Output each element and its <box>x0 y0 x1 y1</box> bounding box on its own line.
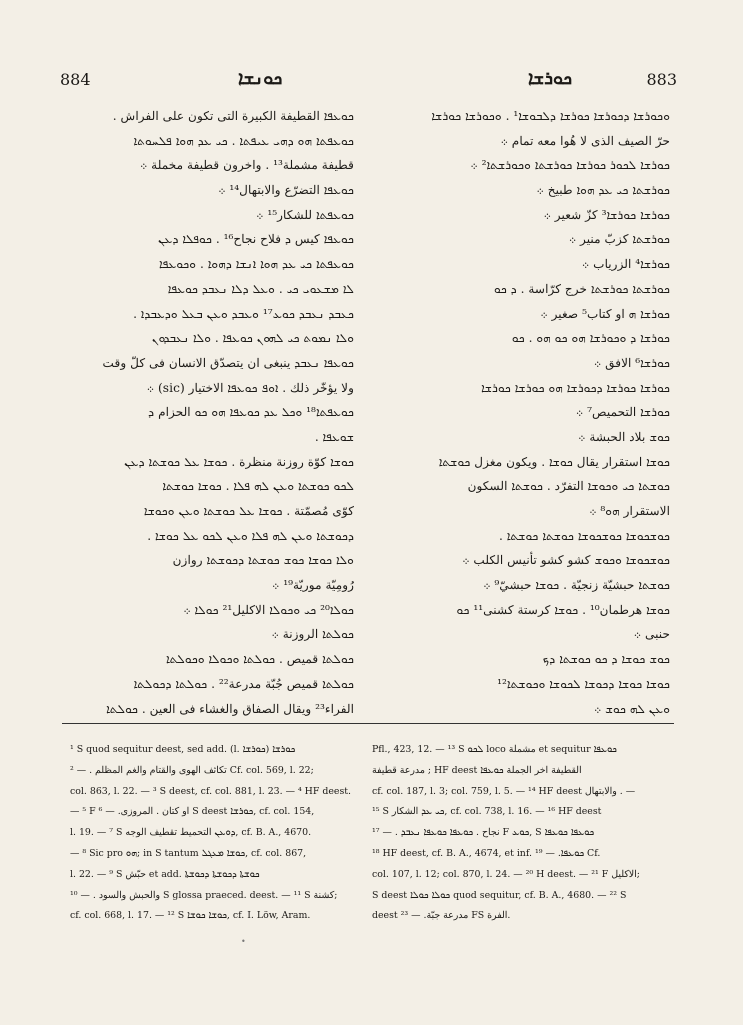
text-line: ܟܘܫܐ كوّة روزنة منظرة . ܟܘܫܐ ܥܠ ܟܘܫܬܐ ܕܥܢ <box>124 454 354 469</box>
footnote-line: cf. col. 187, l. 3; col. 759, l. 5. — ¹⁴ HF deest والابتهال . — <box>372 785 636 797</box>
text-line: ܟܘܫܬܐ حبشيّة زنجيّة . ܟܘܫܐ حبشيّ⁹ ܀ <box>483 578 670 593</box>
text-line: ܟܘܪܫܐ⁴ الزرياب ܀ <box>581 257 670 272</box>
text-line: ܟܘܫܟܘܫܐ ܘܟܘܫ كشو كشو تأنيس الكلب ܀ <box>462 553 670 568</box>
text-line: ܟܘܪܫܐ التحميص⁷ ܀ <box>575 405 670 420</box>
text-line: ܟܘܠܬܐ قميص جُبّة مدرعة²² . ܟܘܠܬܐ ܕܟܘܠܬܐ <box>133 676 354 691</box>
footnote-line: نجاح . ܟܘܥܦܐ ܟܘܥܦܐ ܢܥܒܕ . — ¹⁷ F ܟܘܥ, S ܟܘܥܦܐ ܟܘܥܦܐ <box>372 827 595 839</box>
text-line: ولا يؤخّر ذلك . ܐܘܦ ܟܘܥܦܐ الاختيار (sic) ܀ <box>146 380 354 395</box>
text-line: ܟܘܥܦܐ كيس ܕ فلاح نجاح¹⁶ . ܟܘܦܠܐ ܕܥܢ <box>158 232 354 247</box>
right-text-column <box>370 104 670 716</box>
text-line: ܘܟܘܪܫܐ ܕܟܘܪܫܐ ܟܘܪܫܐ ܕܠܒܘܫܐ¹ . ܘܟܘܪܫܐ ܟܘܪܫܐ <box>431 109 670 123</box>
right-footnotes <box>372 740 672 927</box>
text-line: ܟܘܪܫܐ ܕ ܘܟܘܪܫܐ ܗܘ ܟܘ ܗܘ . ܟܘ <box>511 331 670 346</box>
text-line: ܟܘܠܬܐ قميص . ܟܘܠܬܐ ܘܟܘܠܐ ܘܟܘܠܬܐ <box>165 652 354 667</box>
page-dot: • <box>241 937 246 946</box>
right-page-number: 883 <box>646 70 677 89</box>
text-line: ܟܘܠܬܐ الروزنة ܀ <box>271 627 354 642</box>
text-line: ܟܘܥܦܬܐ للشكار¹⁵ ܀ <box>256 207 354 222</box>
footnote-line: ¹ S quod sequitur deest, sed add. (l. ܟܘܪܫܐ) ܟܘܪܫܐ <box>70 744 296 755</box>
text-line: ܟܘܪܫܐ ܗ او كتاب⁵ صغير ܀ <box>540 306 670 321</box>
text-line: رُومِيّة موريّة¹⁹ ܀ <box>272 578 354 593</box>
footnote-divider <box>62 723 674 724</box>
text-line: ܘܠܐ ܟܘܫܐ ܟܘܫ ܟܘܫܬܐ ܕܟܘܫܬܐ روازن <box>172 553 354 568</box>
page-header <box>58 68 685 94</box>
text-line: ܟܘܫܬܐ ܟܝ ܘܟܘܫܐ التفرّد . ܟܘܫܬܐ السكون <box>467 479 670 494</box>
text-line: ܘܥܢ ܠܗ ܟܘܫ ܀ <box>594 701 670 716</box>
text-line: ܟܘܥܦܐ التضرّع والابتهال¹⁴ ܀ <box>218 183 354 198</box>
text-line: ܟܘܥܦܬܐ¹⁸ ܘܟܠ ܥܕ ܟܘܥܦܐ ܗܘ ܟܘ الحزام ܕ <box>148 405 354 420</box>
footnote-line: — ⁸ Sic pro ܗܘ; in S tantum ܟܘܫܐ ܡܥܓܠ, cf. col. 867, <box>70 847 307 859</box>
left-page-number: 884 <box>60 70 91 89</box>
text-line: ܟܘܫ ܟܘܫܐ ܕ ܟܘ ܟܘܫܬܐ ܕܟ <box>542 652 670 667</box>
footnote-line: مدرعة قطيفة ; HF deest القطيفة اخر الجملة ܟܘܥܦܐ <box>372 764 582 776</box>
footnote-line: S deest ܟܘܠܐ ܟܘܠܐ quod sequitur, cf. B. A., 4680. — ²² S <box>372 889 627 901</box>
text-line: ܟܘܪܫܐ ܠܟܘܪ ܟܘܪܫܐ ܟܘܪܫܬܐ ܘܟܘܪܫܬܐ² ܀ <box>470 158 670 173</box>
text-line: ܘܠܐ ܢܡܘܬ ܟܝ ܠܗܘܢ ܟܘܥܦܐ . ܘܠܐ ܢܥܒܕܘܢ <box>151 331 354 346</box>
footnote-line: col. 863, l. 22. — ³ S deest, cf. col. 881, l. 23. — ⁴ HF deest. <box>70 785 351 797</box>
text-line: ܕܟܘܫܬܐ ܘܥܢ ܠܗ ܦܠܐ ܘܥܢ ܠܟܘ ܥܠ ܟܘܫܐ . <box>147 528 354 543</box>
footnote-line: تكاثف الهوى والقتام والغم المظلم . — ² Cf. col. 569, l. 22; <box>70 764 314 776</box>
left-running-title: ܟܘܢܫܐ <box>238 68 283 89</box>
text-line: حرّ الصيف الذى لا هُوا معه تمام ܀ <box>500 133 670 148</box>
footnote-line: deest مدرعة جبّة. — ²³ FS الفرة. <box>372 910 511 922</box>
text-line: ܠܐ ܡܫܥܘܝ ܟܝ . ܘܥܠ ܕܠܐ ܢܥܒܕ ܟܘܥܦܐ <box>167 281 354 296</box>
text-line: ܟܘܪܫܐ⁶ الافق ܀ <box>593 355 670 370</box>
text-line: ܟܘܫܐ ܟܘܫܐ ܕܟܘܫܐ ܠܟܘܫܐ ܘܟܘܫܬܐ¹² <box>497 676 670 691</box>
text-line: ܟܘܥܦܐ ܢܥܒܕ ينبغى ان يتصدّق الانسان فى كلّ وقت <box>102 355 354 370</box>
text-line: ܟܘܪܫܬܐ كزبّ منير ܀ <box>568 232 670 247</box>
footnote-line: cf. col. 668, l. 17. — ¹² S ܟܘܫܐ ܟܘܫܐ, cf. I. Löw, Aram. <box>70 910 311 922</box>
text-line: ܟܘܥܦܬܐ ܗܘ ܕܗܝ ܥܝܦܬܐ . ܟܝ ܥܕ ܗܘܐ ܦܠܚܘܬܐ <box>133 133 354 148</box>
footnote-line: ¹⁵ S ܟܝ ܥܕ الشكار, cf. col. 738, l. 16. — ¹⁶ HF deest <box>372 806 602 818</box>
text-line: ܟܘܫܐ هرطمان¹⁰ . ܟܘܫܐ كرستة كشنى¹¹ ܟܘ <box>456 602 670 617</box>
footnote-line: l. 19. — ⁷ S ܕܘܥܢ التحميط تقطيف الوجه, cf. B. A., 4670. <box>70 827 312 839</box>
footnote-line: والحبش والسود . — ¹⁰ S glossa praeced. deest. — ¹¹ S كشنة; <box>70 889 338 901</box>
text-line: ܟܘܥܦܐ القطيفة الكبيرة التى تكون على الفراش . <box>112 109 354 123</box>
text-line: قطيفة مشملة¹³ . واخرون قطيفة مخملة ܀ <box>139 158 354 173</box>
text-line: كوّى مُصمّتة . ܟܘܫܐ ܥܠ ܟܘܫܬܐ ܘܥܢ ܘܟܘܫܐ <box>143 504 354 518</box>
footnote-line: l. 22. — ⁹ S حبّش et add. ܟܘܫܬܐ ܕܟܘܫܬܐ ܕܟܘܫܬܐ <box>70 868 260 880</box>
text-line: ܟܘܫ بلاد الحبشة ܀ <box>578 429 670 444</box>
text-line: ܟܘܪܫܐ ܟܘܪܫܐ³ كزّ شعير ܀ <box>543 207 670 222</box>
footnote-line: col. 107, l. 12; col. 870, l. 24. — ²⁰ H deest. — ²¹ F الاكليل; <box>372 868 640 880</box>
text-line: ܟܘܪܫܬܐ ܟܘܪܫܬܐ خرج كرّاسة . ܕ ܟܘ <box>493 281 670 296</box>
text-line: ܟܥܒܕ ܢܥܒܕ ܟܘܥ¹⁷ ܘܥܒܕ ܘܥܢ ܒܥܠ ܘܕܥܒܕܐ . <box>133 306 354 321</box>
text-line: ܟܘܪܫܬܐ ܟܝ ܥܕ ܗܘܐ طبيخ ܀ <box>536 183 670 198</box>
text-line: ܟܘܠܐ²⁰ ܟܝ ܘܟܘܠܐ الاكليل²¹ ܟܘܠܐ ܀ <box>183 602 354 617</box>
text-line: الاستقرار ܗܘ⁸ ܀ <box>589 504 670 518</box>
text-line: ܫܘܥܦܐ . <box>314 429 354 444</box>
text-line: ܠܟܘ ܟܘܫܬܐ ܘܥܢ ܠܗ ܦܠܐ . ܟܘܫܐ ܟܘܫܬܐ <box>162 479 354 494</box>
text-line: الفراء²³ ويقال الصفاق والغشاء فى العين . ܟܘܠܬܐ <box>106 701 354 716</box>
footnote-line: — ⁵ F او كتان . المروزى. — ⁶ S deest ܟܘܪܫܐ, cf. col. 154, <box>70 806 315 818</box>
text-line: ܟܘܫܐ استقرار يقال ܟܘܫܐ . ويكون مغزل ܟܘܫܬܐ <box>438 454 670 469</box>
left-text-column <box>62 104 354 716</box>
footnote-line: ¹⁸ HF deest, cf. B. A., 4674, et inf. ܟܘܥܦܐ. — ¹⁹ Cf. <box>372 847 601 859</box>
text-line: ܟܘܥܦܬܐ ܟܝ ܥܕ ܗܘܐ ܐܢܫܐ ܕܗܘܐ . ܘܟܘܥܦܐ <box>159 257 354 272</box>
text-line: حنبى ܀ <box>633 627 670 642</box>
text-line: ܟܘܪܫܐ ܟܘܪܫܐ ܕܟܘܪܫܐ ܗܘ ܟܘܪܫܐ ܟܘܪܫܐ <box>481 380 670 395</box>
right-running-title: ܟܘܪܫܐ <box>528 68 573 89</box>
footnote-line: Pfl., 423, 12. — ¹³ S ܠܟܘ loco مشملة et sequitur ܟܘܥܦܐ <box>372 744 617 755</box>
text-line: ܟܘܫܟܘܫܐ ܟܘܫܟܘܫܐ ܟܘܫܬܐ ܟܘܫܬܐ . <box>499 528 670 543</box>
left-footnotes <box>70 740 351 927</box>
